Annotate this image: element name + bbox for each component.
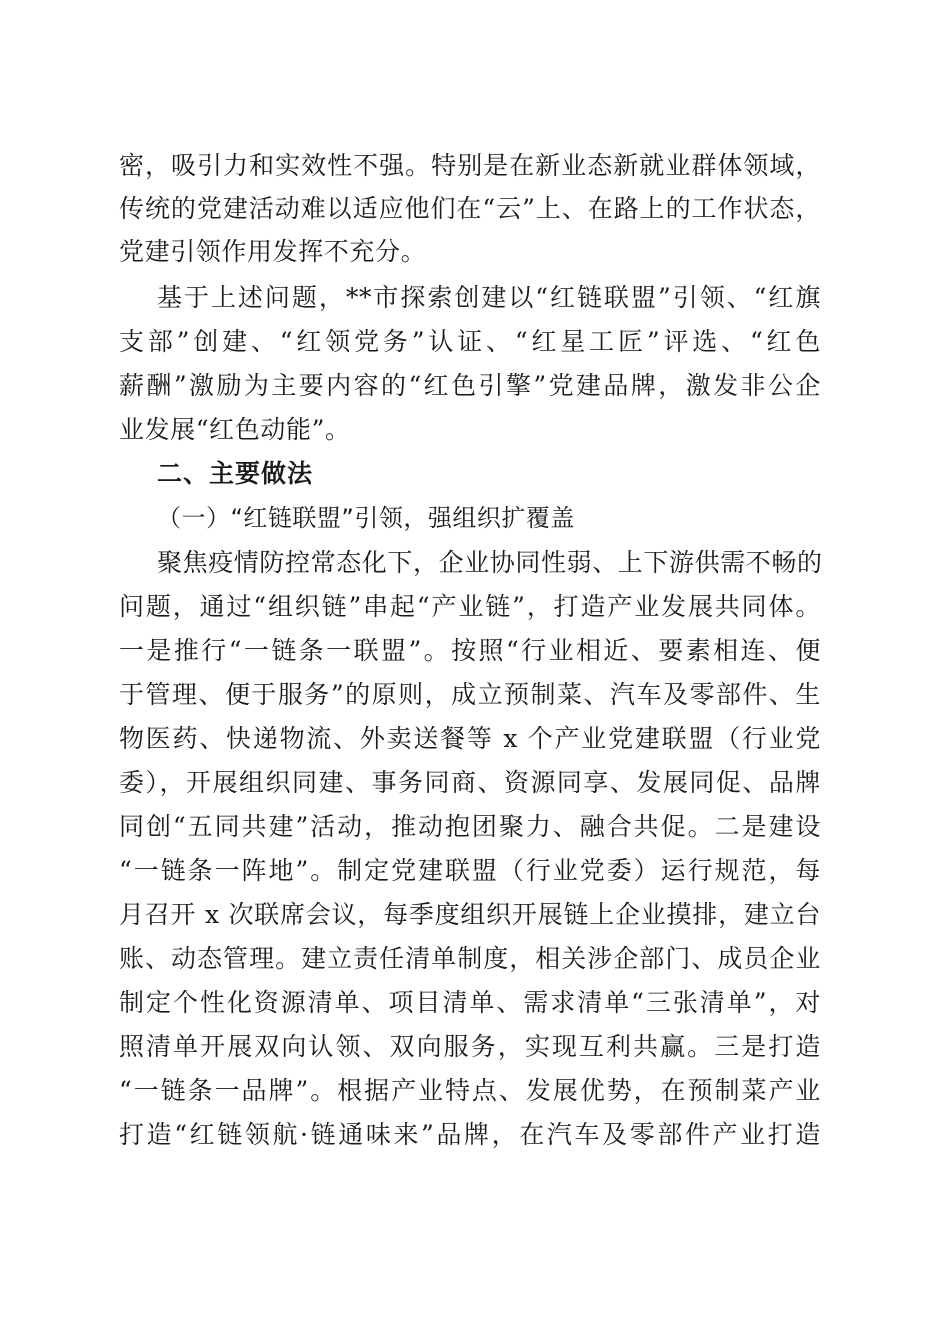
text-line: 打造“红链领航·链通味来”品牌，在汽车及零部件产业打造 <box>119 1120 821 1149</box>
text-line: 聚焦疫情防控常态化下，企业协同性弱、上下游供需不畅的 <box>157 548 823 577</box>
text-line: 问题，通过“组织链”串起“产业链”，打造产业发展共同体。 <box>119 592 821 621</box>
text-line: 业发展“红色动能”。 <box>119 415 351 444</box>
text-line: 传统的党建活动难以适应他们在“云”上、在路上的工作状态， <box>119 194 821 223</box>
text-line: 照清单开展双向认领、双向服务，实现互利共赢。三是打造 <box>119 1032 821 1061</box>
text-line: 委），开展组织同建、事务同商、资源同享、发展同促、品牌 <box>119 768 821 797</box>
text-line: “一链条一品牌”。根据产业特点、发展优势，在预制菜产业 <box>119 1076 821 1105</box>
subsection-heading: （一）“红链联盟”引领，强组织扩覆盖 <box>157 504 575 532</box>
text-line: 基于上述问题，**市探索创建以“红链联盟”引领、“红旗 <box>157 283 821 312</box>
text-line: 一是推行“一链条一联盟”。按照“行业相近、要素相连、便 <box>119 636 821 665</box>
text-line: 薪酬”激励为主要内容的“红色引擎”党建品牌，激发非公企 <box>119 371 821 400</box>
text-line: 密，吸引力和实效性不强。特别是在新业态新就业群体领域， <box>119 151 821 180</box>
text-line: 同创“五同共建”活动，推动抱团聚力、融合共促。二是建设 <box>119 812 821 841</box>
text-line: 党建引领作用发挥不充分。 <box>119 237 427 266</box>
text-line: “一链条一阵地”。制定党建联盟（行业党委）运行规范，每 <box>119 856 821 885</box>
text-line: 制定个性化资源清单、项目清单、需求清单“三张清单”，对 <box>119 988 821 1017</box>
text-line: 物医药、快递物流、外卖送餐等 x 个产业党建联盟（行业党 <box>119 724 821 753</box>
text-line: 月召开 x 次联席会议，每季度组织开展链上企业摸排，建立台 <box>119 900 821 929</box>
section-heading: 二、主要做法 <box>157 459 314 488</box>
text-line: 于管理、便于服务”的原则，成立预制菜、汽车及零部件、生 <box>119 680 821 709</box>
text-line: 支部”创建、“红领党务”认证、“红星工匠”评选、“红色 <box>119 327 821 356</box>
text-line: 账、动态管理。建立责任清单制度，相关涉企部门、成员企业 <box>119 944 821 973</box>
